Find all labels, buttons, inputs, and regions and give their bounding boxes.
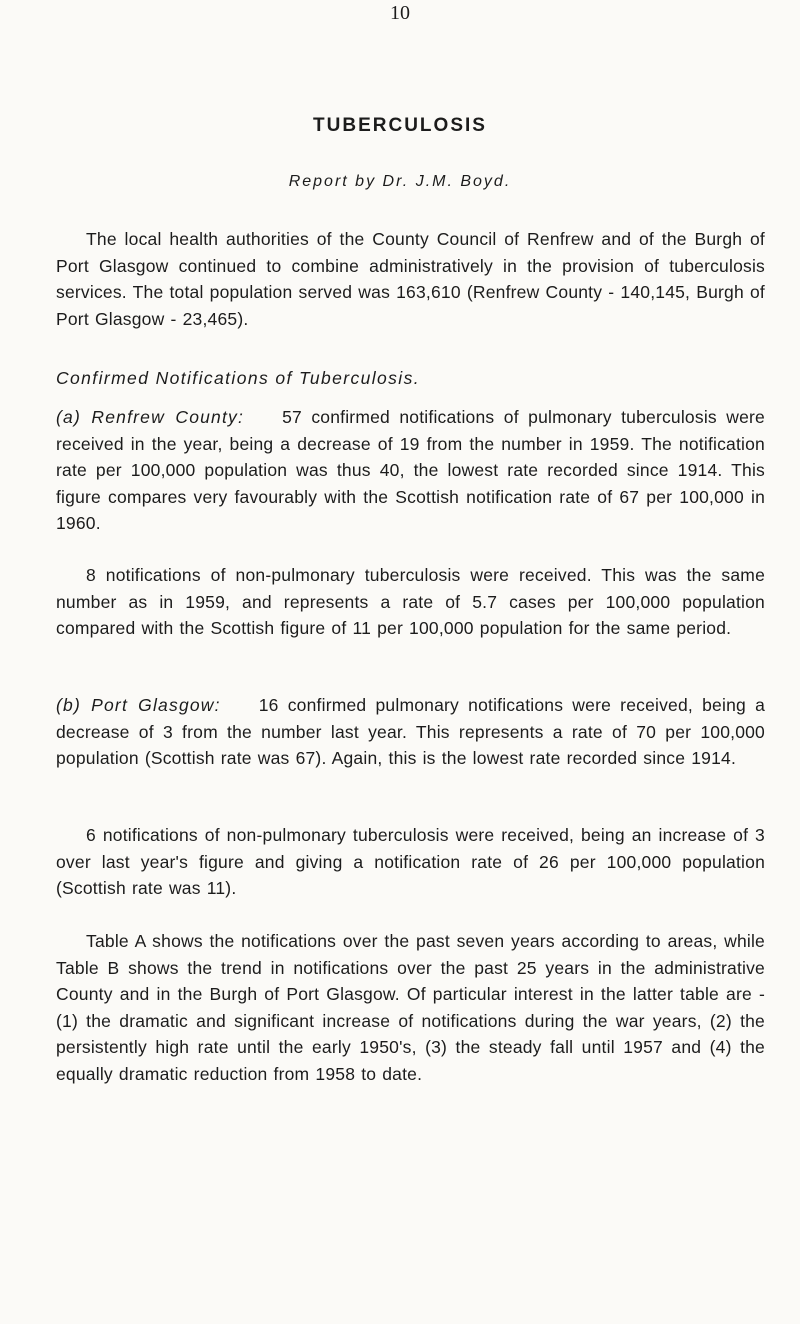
intro-paragraph: [56, 226, 765, 332]
tables-summary-text: Table A shows the notifications over the past seven years according to areas, while Table B shows the trend in notifications over the past 25 years in the administrative County and in the Burgh of Port Glasgow. Of particular interest in the latter table are - (1) the dramatic and significant increase of notifications during the war years, (2) the persistently high rate until the early 1950's, (3) the steady fall until 1957 and (4) the equally dramatic reduction from 1958 to date.: [56, 931, 765, 1084]
port-glasgow-pulmonary-text: [56, 692, 765, 772]
section-heading: Confirmed Notifications of Tuberculosis.: [56, 368, 420, 388]
port-glasgow-non-pulmonary-paragraph: [56, 822, 765, 902]
port-glasgow-pulmonary-content: 16 confirmed pulmonary notifications were received, being a decrease of 3 from the number last year. This represents a rate of 70 per 100,000 population (Scottish rate was 67). Again, this is the lowest rate recorded since 1914.: [56, 695, 765, 768]
renfrew-pulmonary-text: [56, 404, 765, 537]
port-glasgow-non-pulmonary-text: 6 notifications of non-pulmonary tuberculosis were received, being an increase of 3 over last year's figure and giving a notification rate of 26 per 100,000 population (Scottish rate was 11).: [56, 825, 765, 898]
renfrew-county-label: (a) Renfrew County:: [56, 407, 245, 427]
port-glasgow-pulmonary-paragraph: [56, 692, 765, 772]
renfrew-pulmonary-paragraph: [56, 404, 765, 537]
report-byline: Report by Dr. J.M. Boyd.: [288, 173, 512, 190]
renfrew-pulmonary-content: 57 confirmed notifications of pulmonary tuberculosis were received in the year, being a decrease of 19 from the number in 1959. The notification rate per 100,000 population was thus 40, the lowest rate recorded since 1914. This figure compares very favourably with the Scottish notification rate of 67 per 100,000 in 1960.: [56, 407, 765, 533]
page-number: 10: [390, 2, 410, 24]
port-glasgow-label: (b) Port Glasgow:: [56, 695, 221, 715]
document-title: TUBERCULOSIS: [313, 115, 487, 136]
intro-text: The local health authorities of the County Council of Renfrew and of the Burgh of Port Glasgow continued to combine administratively in the provision of tuberculosis services. The total population served was 163,610 (Renfrew County - 140,145, Burgh of Port Glasgow - 23,465).: [56, 229, 765, 329]
tables-summary-paragraph: [56, 928, 765, 1087]
renfrew-non-pulmonary-text: 8 notifications of non-pulmonary tuberculosis were received. This was the same number as in 1959, and represents a rate of 5.7 cases per 100,000 population compared with the Scottish figure of 11 per 100,000 population for the same period.: [56, 565, 765, 638]
renfrew-non-pulmonary-paragraph: [56, 562, 765, 642]
